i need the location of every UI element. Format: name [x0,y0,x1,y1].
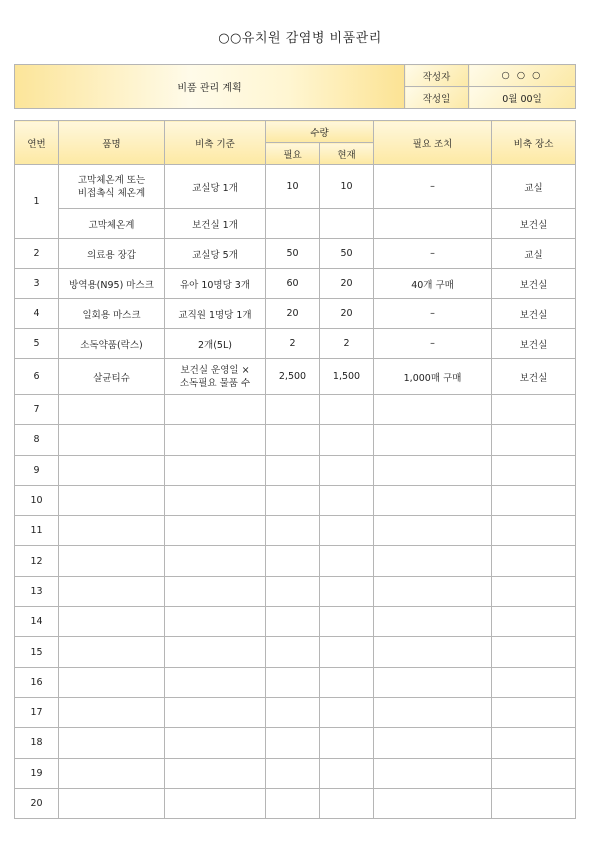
cell-current[interactable]: 20 [320,299,374,329]
cell-item[interactable]: 살균티슈 [59,359,165,395]
cell-item[interactable] [59,485,165,515]
cell-item[interactable]: 의료용 장갑 [59,239,165,269]
author-value[interactable]: ○ ○ ○ [469,65,576,87]
cell-item[interactable]: 고막체온계 또는 비접촉식 체온계 [59,165,165,209]
cell-action[interactable] [374,395,492,425]
cell-action[interactable] [374,455,492,485]
cell-item[interactable]: 고막체온계 [59,209,165,239]
cell-no: 8 [15,425,59,455]
cell-standard[interactable]: 교직원 1명당 1개 [165,299,266,329]
cell-standard[interactable] [165,516,266,546]
cell-standard[interactable] [165,607,266,637]
cell-required[interactable]: 2,500 [266,359,320,395]
cell-current[interactable] [320,697,374,727]
header-no: 연번 [15,121,59,165]
cell-required[interactable]: 60 [266,269,320,299]
cell-action[interactable] [374,667,492,697]
cell-current[interactable]: 2 [320,329,374,359]
cell-no: 10 [15,485,59,515]
cell-required[interactable]: 10 [266,165,320,209]
cell-location[interactable]: 교실 [492,239,576,269]
cell-standard[interactable]: 2개(5L) [165,329,266,359]
cell-no: 9 [15,455,59,485]
plan-heading: 비품 관리 계획 [15,65,405,109]
cell-no: 2 [15,239,59,269]
cell-action[interactable]: – [374,239,492,269]
cell-current[interactable] [320,516,374,546]
cell-required[interactable] [266,728,320,758]
cell-current[interactable] [320,637,374,667]
table-row [15,269,576,299]
header-item: 품명 [59,121,165,165]
header-action: 필요 조치 [374,121,492,165]
cell-current[interactable] [320,758,374,788]
cell-no: 13 [15,576,59,606]
cell-location[interactable] [492,576,576,606]
cell-item[interactable]: 일회용 마스크 [59,299,165,329]
cell-no: 6 [15,359,59,395]
cell-item[interactable] [59,788,165,818]
table-row [15,607,576,637]
cell-no: 14 [15,607,59,637]
cell-required[interactable] [266,637,320,667]
table-row [15,576,576,606]
cell-location[interactable]: 보건실 [492,329,576,359]
cell-no: 15 [15,637,59,667]
cell-required[interactable] [266,667,320,697]
table-row [15,425,576,455]
cell-action[interactable]: – [374,329,492,359]
cell-action[interactable]: 1,000매 구매 [374,359,492,395]
table-row [15,667,576,697]
header-required: 필요 [266,143,320,165]
cell-current[interactable]: 20 [320,269,374,299]
table-row [15,637,576,667]
cell-standard[interactable] [165,425,266,455]
cell-current[interactable] [320,728,374,758]
table-row [15,209,576,239]
cell-no: 18 [15,728,59,758]
cell-action[interactable] [374,576,492,606]
cell-required[interactable] [266,788,320,818]
cell-standard[interactable] [165,455,266,485]
cell-required[interactable] [266,576,320,606]
cell-standard[interactable] [165,485,266,515]
cell-current[interactable] [320,209,374,239]
cell-no: 1 [15,165,59,239]
cell-current[interactable] [320,425,374,455]
table-row [15,758,576,788]
cell-item[interactable] [59,697,165,727]
cell-required[interactable] [266,697,320,727]
cell-location[interactable] [492,485,576,515]
cell-standard[interactable] [165,667,266,697]
cell-location[interactable] [492,455,576,485]
cell-no: 20 [15,788,59,818]
cell-current[interactable]: 50 [320,239,374,269]
plan-header-table [14,64,576,109]
cell-current[interactable] [320,607,374,637]
cell-current[interactable]: 1,500 [320,359,374,395]
cell-location[interactable] [492,788,576,818]
cell-action[interactable]: – [374,165,492,209]
date-value[interactable]: 0월 00일 [469,87,576,109]
cell-item[interactable] [59,516,165,546]
cell-standard[interactable] [165,395,266,425]
cell-standard[interactable] [165,546,266,576]
cell-current[interactable] [320,667,374,697]
supplies-table [14,120,576,819]
cell-location[interactable] [492,697,576,727]
cell-item[interactable] [59,758,165,788]
cell-required[interactable]: 2 [266,329,320,359]
cell-current[interactable] [320,485,374,515]
cell-required[interactable] [266,516,320,546]
table-row [15,395,576,425]
page-title: ○○유치원 감염병 비품관리 [218,31,382,46]
cell-required[interactable] [266,607,320,637]
cell-action[interactable] [374,637,492,667]
table-row [15,299,576,329]
cell-required[interactable] [266,485,320,515]
cell-current[interactable] [320,788,374,818]
cell-item[interactable] [59,576,165,606]
cell-standard[interactable] [165,758,266,788]
cell-required[interactable] [266,395,320,425]
cell-standard[interactable]: 보건실 1개 [165,209,266,239]
cell-no: 12 [15,546,59,576]
cell-location[interactable] [492,425,576,455]
cell-location[interactable] [492,728,576,758]
cell-location[interactable]: 보건실 [492,359,576,395]
cell-item[interactable]: 소독약품(락스) [59,329,165,359]
cell-no: 5 [15,329,59,359]
cell-location[interactable]: 교실 [492,165,576,209]
cell-no: 3 [15,269,59,299]
table-row [15,546,576,576]
cell-current[interactable] [320,455,374,485]
cell-no: 7 [15,395,59,425]
cell-action[interactable] [374,788,492,818]
author-label: 작성자 [405,65,469,87]
cell-item[interactable]: 방역용(N95) 마스크 [59,269,165,299]
cell-current[interactable] [320,576,374,606]
table-row [15,485,576,515]
header-standard: 비축 기준 [165,121,266,165]
cell-required[interactable]: 50 [266,239,320,269]
cell-standard[interactable] [165,576,266,606]
cell-current[interactable] [320,546,374,576]
cell-required[interactable] [266,455,320,485]
cell-location[interactable] [492,758,576,788]
cell-item[interactable] [59,395,165,425]
table-row [15,788,576,818]
cell-action[interactable] [374,758,492,788]
cell-location[interactable] [492,395,576,425]
cell-standard[interactable]: 유아 10명당 3개 [165,269,266,299]
cell-no: 16 [15,667,59,697]
table-row [15,329,576,359]
table-row [15,359,576,395]
cell-location[interactable] [492,667,576,697]
cell-location[interactable]: 보건실 [492,209,576,239]
cell-action[interactable] [374,607,492,637]
cell-required[interactable] [266,425,320,455]
cell-item[interactable] [59,546,165,576]
table-row [15,516,576,546]
cell-action[interactable] [374,485,492,515]
cell-location[interactable]: 보건실 [492,299,576,329]
cell-required[interactable]: 20 [266,299,320,329]
cell-item[interactable] [59,607,165,637]
cell-action[interactable] [374,697,492,727]
cell-action[interactable] [374,516,492,546]
cell-item[interactable] [59,637,165,667]
table-row [15,697,576,727]
cell-no: 19 [15,758,59,788]
cell-item[interactable] [59,728,165,758]
cell-no: 17 [15,697,59,727]
table-row [15,239,576,269]
cell-location[interactable]: 보건실 [492,269,576,299]
cell-action[interactable]: 40개 구매 [374,269,492,299]
cell-required[interactable] [266,758,320,788]
cell-location[interactable] [492,516,576,546]
cell-action[interactable] [374,209,492,239]
cell-standard[interactable] [165,697,266,727]
cell-no: 11 [15,516,59,546]
cell-location[interactable] [492,637,576,667]
cell-required[interactable] [266,546,320,576]
cell-item[interactable] [59,425,165,455]
cell-standard[interactable]: 보건실 운영일 × 소독필요 물품 수 [165,359,266,395]
cell-current[interactable]: 10 [320,165,374,209]
cell-action[interactable] [374,425,492,455]
cell-no: 4 [15,299,59,329]
cell-item[interactable] [59,667,165,697]
header-location: 비축 장소 [492,121,576,165]
cell-item[interactable] [59,455,165,485]
cell-standard[interactable] [165,728,266,758]
cell-standard[interactable]: 교실당 1개 [165,165,266,209]
cell-location[interactable] [492,607,576,637]
header-quantity: 수량 [266,121,374,143]
header-current: 현재 [320,143,374,165]
cell-current[interactable] [320,395,374,425]
cell-standard[interactable] [165,788,266,818]
cell-action[interactable]: – [374,299,492,329]
cell-required[interactable] [266,209,320,239]
table-row [15,165,576,209]
cell-action[interactable] [374,728,492,758]
date-label: 작성일 [405,87,469,109]
table-row [15,455,576,485]
table-row [15,728,576,758]
cell-standard[interactable]: 교실당 5개 [165,239,266,269]
cell-standard[interactable] [165,637,266,667]
cell-location[interactable] [492,546,576,576]
cell-action[interactable] [374,546,492,576]
